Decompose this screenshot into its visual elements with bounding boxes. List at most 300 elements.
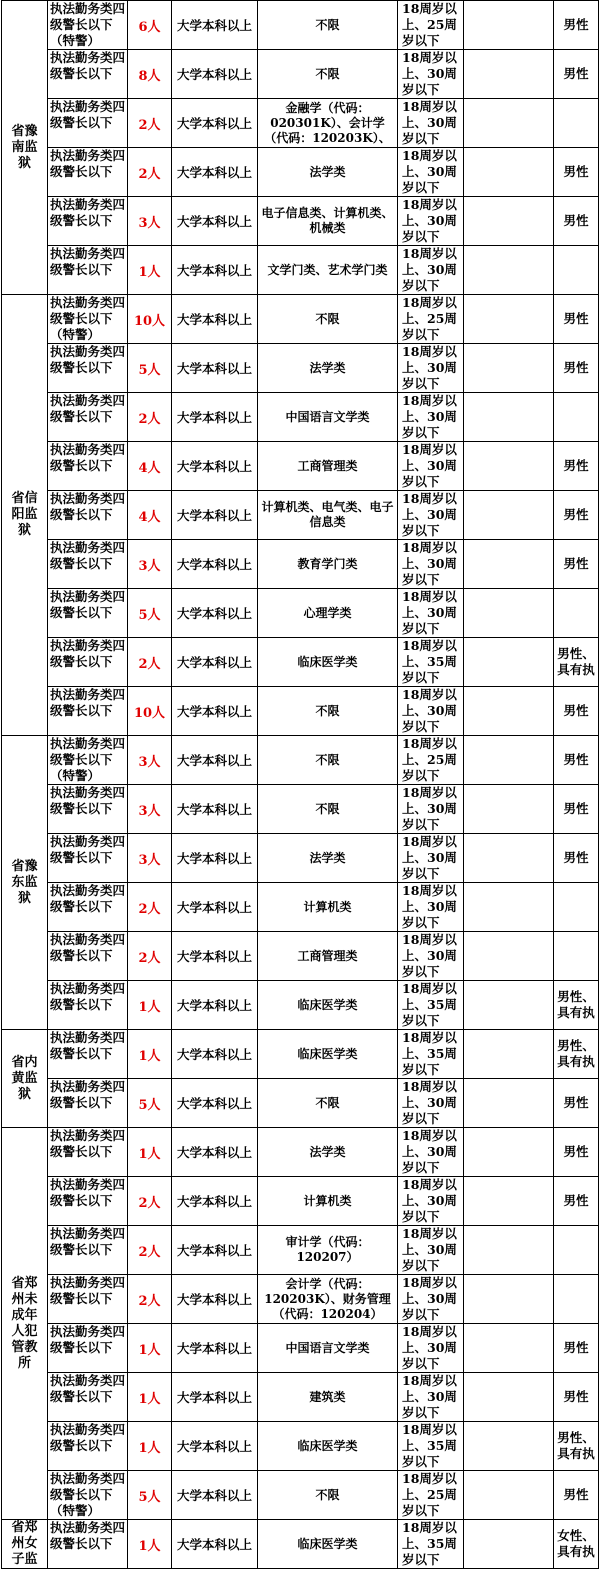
other-requirement-text: 男性、具有执 (557, 646, 595, 677)
other-requirement-cell (554, 1520, 599, 1569)
age-text: 18周岁以上、35周岁以下 (402, 1520, 457, 1567)
other-requirement-text: 男性 (563, 1193, 589, 1208)
count-text: 2人 (138, 1293, 161, 1309)
count-text: 3人 (138, 803, 161, 819)
position-text: 执法勤务类四级警长以下 (50, 883, 126, 914)
count-text: 1人 (138, 1538, 161, 1554)
count-cell (128, 540, 172, 589)
unit-name-cell (2, 1520, 48, 1569)
education-cell (172, 344, 258, 393)
age-text: 18周岁以上、30周岁以下 (402, 1177, 457, 1224)
major-text: 会计学（代码：120203K）、财务管理（代码：120204） (264, 1276, 391, 1321)
major-cell (258, 1422, 398, 1471)
blank-cell (464, 1226, 554, 1275)
age-text: 18周岁以上、35周岁以下 (402, 1030, 457, 1077)
position-text: 执法勤务类四级警长以下 (50, 687, 126, 718)
age-cell (398, 736, 464, 785)
other-requirement-cell (554, 638, 599, 687)
major-cell (258, 1520, 398, 1569)
other-requirement-cell (554, 442, 599, 491)
education-text: 大学本科以上 (176, 410, 252, 425)
age-cell (398, 295, 464, 344)
major-cell (258, 589, 398, 638)
blank-cell (464, 540, 554, 589)
major-cell (258, 1, 398, 50)
age-cell (398, 1128, 464, 1177)
major-cell (258, 50, 398, 99)
major-cell (258, 1324, 398, 1373)
position-text: 执法勤务类四级警长以下 (50, 344, 126, 375)
count-cell (128, 1471, 172, 1520)
major-cell (258, 148, 398, 197)
major-text: 不限 (315, 752, 340, 767)
education-cell (172, 1177, 258, 1226)
major-cell (258, 932, 398, 981)
major-text: 不限 (315, 17, 340, 32)
unit-name-cell (2, 736, 48, 1030)
table-row (2, 295, 599, 344)
age-text: 18周岁以上、30周岁以下 (402, 442, 457, 489)
education-text: 大学本科以上 (176, 1243, 252, 1258)
education-text: 大学本科以上 (176, 998, 252, 1013)
age-cell (398, 1030, 464, 1079)
position-text: 执法勤务类四级警长以下 (50, 932, 126, 963)
education-text: 大学本科以上 (176, 1341, 252, 1356)
education-cell (172, 1030, 258, 1079)
age-text: 18周岁以上、30周岁以下 (402, 1324, 457, 1371)
education-cell (172, 491, 258, 540)
position-text: 执法勤务类四级警长以下 (50, 491, 126, 522)
major-text: 中国语言文学类 (285, 1340, 370, 1355)
unit-name-cell (2, 1030, 48, 1128)
major-text: 工商管理类 (297, 948, 358, 963)
education-text: 大学本科以上 (176, 655, 252, 670)
unit-name: 省豫东监狱 (11, 858, 38, 906)
age-text: 18周岁以上、25周岁以下 (402, 1, 457, 48)
education-cell (172, 981, 258, 1030)
major-text: 计算机类 (303, 899, 352, 914)
education-text: 大学本科以上 (176, 214, 252, 229)
other-requirement-text: 男性 (563, 752, 589, 767)
position-cell (48, 50, 128, 99)
count-cell (128, 1324, 172, 1373)
education-text: 大学本科以上 (176, 606, 252, 621)
age-text: 18周岁以上、30周岁以下 (402, 883, 457, 930)
table-row (2, 638, 599, 687)
age-cell (398, 1422, 464, 1471)
unit-name: 省郑州女子监 (11, 1520, 38, 1567)
major-cell (258, 246, 398, 295)
blank-cell (464, 638, 554, 687)
position-text: 执法勤务类四级警长以下（特警） (50, 1471, 126, 1518)
age-cell (398, 932, 464, 981)
major-text: 心理学类 (303, 605, 352, 620)
major-cell (258, 393, 398, 442)
table-row (2, 393, 599, 442)
other-requirement-text: 男性 (563, 213, 589, 228)
table-row (2, 1422, 599, 1471)
count-text: 1人 (138, 1440, 161, 1456)
major-cell (258, 687, 398, 736)
table-row (2, 834, 599, 883)
education-cell (172, 785, 258, 834)
age-cell (398, 1520, 464, 1569)
count-cell (128, 1520, 172, 1569)
table-row (2, 1520, 599, 1569)
position-text: 执法勤务类四级警长以下 (50, 442, 126, 473)
major-cell (258, 981, 398, 1030)
other-requirement-cell (554, 1422, 599, 1471)
blank-cell (464, 1324, 554, 1373)
position-cell (48, 1226, 128, 1275)
age-cell (398, 491, 464, 540)
table-row (2, 540, 599, 589)
count-text: 3人 (138, 754, 161, 770)
blank-cell (464, 246, 554, 295)
table-row (2, 50, 599, 99)
table-row (2, 981, 599, 1030)
major-text: 临床医学类 (297, 654, 358, 669)
blank-cell (464, 344, 554, 393)
major-text: 计算机类、电气类、电子信息类 (261, 500, 394, 529)
other-requirement-cell (554, 785, 599, 834)
education-cell (172, 1079, 258, 1128)
age-text: 18周岁以上、30周岁以下 (402, 491, 457, 538)
table-row (2, 687, 599, 736)
position-text: 执法勤务类四级警长以下 (50, 1030, 126, 1061)
age-text: 18周岁以上、25周岁以下 (402, 736, 457, 783)
count-cell (128, 638, 172, 687)
age-cell (398, 1177, 464, 1226)
position-cell (48, 540, 128, 589)
position-cell (48, 197, 128, 246)
count-text: 1人 (138, 264, 161, 280)
major-cell (258, 442, 398, 491)
count-cell (128, 1373, 172, 1422)
education-text: 大学本科以上 (176, 263, 252, 278)
count-cell (128, 1030, 172, 1079)
count-cell (128, 1422, 172, 1471)
table-row (2, 1275, 599, 1324)
unit-name-cell (2, 295, 48, 736)
position-cell (48, 834, 128, 883)
education-cell (172, 687, 258, 736)
major-cell (258, 834, 398, 883)
table-row (2, 932, 599, 981)
other-requirement-cell (554, 393, 599, 442)
age-cell (398, 1324, 464, 1373)
education-cell (172, 148, 258, 197)
other-requirement-cell (554, 295, 599, 344)
education-text: 大学本科以上 (176, 361, 252, 376)
count-cell (128, 1275, 172, 1324)
position-text: 执法勤务类四级警长以下 (50, 50, 126, 81)
age-text: 18周岁以上、30周岁以下 (402, 99, 457, 146)
blank-cell (464, 393, 554, 442)
position-cell (48, 1030, 128, 1079)
table-row (2, 785, 599, 834)
major-text: 法学类 (309, 1144, 346, 1159)
education-text: 大学本科以上 (176, 1047, 252, 1062)
age-text: 18周岁以上、30周岁以下 (402, 197, 457, 244)
position-text: 执法勤务类四级警长以下 (50, 638, 126, 669)
unit-name: 省信阳监狱 (11, 491, 38, 538)
age-cell (398, 589, 464, 638)
education-text: 大学本科以上 (176, 753, 252, 768)
age-cell (398, 344, 464, 393)
other-requirement-cell (554, 1177, 599, 1226)
count-text: 5人 (138, 607, 161, 623)
major-cell (258, 540, 398, 589)
education-cell (172, 1128, 258, 1177)
position-text: 执法勤务类四级警长以下 (50, 1275, 126, 1306)
other-requirement-cell (554, 491, 599, 540)
position-text: 执法勤务类四级警长以下 (50, 1226, 126, 1257)
position-text: 执法勤务类四级警长以下 (50, 1079, 126, 1110)
other-requirement-cell (554, 246, 599, 295)
count-cell (128, 1, 172, 50)
count-text: 8人 (138, 68, 161, 84)
blank-cell (464, 1, 554, 50)
position-text: 执法勤务类四级警长以下 (50, 246, 126, 277)
other-requirement-cell (554, 834, 599, 883)
major-cell (258, 1471, 398, 1520)
position-cell (48, 687, 128, 736)
position-text: 执法勤务类四级警长以下（特警） (50, 736, 126, 783)
age-text: 18周岁以上、35周岁以下 (402, 981, 457, 1028)
count-cell (128, 981, 172, 1030)
position-text: 执法勤务类四级警长以下 (50, 148, 126, 179)
other-requirement-text: 男性 (563, 1144, 589, 1159)
position-text: 执法勤务类四级警长以下 (50, 1422, 126, 1453)
position-text: 执法勤务类四级警长以下 (50, 1373, 126, 1404)
major-cell (258, 295, 398, 344)
education-cell (172, 1275, 258, 1324)
blank-cell (464, 981, 554, 1030)
education-text: 大学本科以上 (176, 1096, 252, 1111)
major-cell (258, 491, 398, 540)
age-cell (398, 785, 464, 834)
count-cell (128, 785, 172, 834)
education-cell (172, 1324, 258, 1373)
count-cell (128, 932, 172, 981)
age-cell (398, 99, 464, 148)
position-cell (48, 1471, 128, 1520)
other-requirement-text: 男性 (563, 850, 589, 865)
position-cell (48, 491, 128, 540)
position-cell (48, 1422, 128, 1471)
table-row (2, 589, 599, 638)
count-cell (128, 834, 172, 883)
count-text: 3人 (138, 558, 161, 574)
education-text: 大学本科以上 (176, 704, 252, 719)
education-text: 大学本科以上 (176, 1194, 252, 1209)
age-text: 18周岁以上、30周岁以下 (402, 246, 457, 293)
count-cell (128, 1226, 172, 1275)
count-cell (128, 883, 172, 932)
major-text: 临床医学类 (297, 1536, 358, 1551)
unit-name-cell (2, 1, 48, 295)
table-row (2, 1128, 599, 1177)
age-cell (398, 1471, 464, 1520)
major-cell (258, 1079, 398, 1128)
age-text: 18周岁以上、30周岁以下 (402, 932, 457, 979)
major-text: 临床医学类 (297, 1046, 358, 1061)
other-requirement-text: 男性 (563, 164, 589, 179)
table-row (2, 197, 599, 246)
position-cell (48, 785, 128, 834)
age-cell (398, 638, 464, 687)
education-text: 大学本科以上 (176, 67, 252, 82)
other-requirement-text: 男性 (563, 507, 589, 522)
count-text: 3人 (138, 215, 161, 231)
major-text: 不限 (315, 66, 340, 81)
position-cell (48, 148, 128, 197)
position-cell (48, 442, 128, 491)
education-cell (172, 638, 258, 687)
other-requirement-text: 男性 (563, 360, 589, 375)
blank-cell (464, 834, 554, 883)
position-cell (48, 344, 128, 393)
count-text: 1人 (138, 1342, 161, 1358)
education-cell (172, 442, 258, 491)
other-requirement-cell (554, 50, 599, 99)
position-text: 执法勤务类四级警长以下 (50, 589, 126, 620)
blank-cell (464, 50, 554, 99)
other-requirement-cell (554, 1275, 599, 1324)
education-text: 大学本科以上 (176, 1488, 252, 1503)
unit-name: 省豫南监狱 (11, 123, 38, 171)
count-text: 2人 (138, 1195, 161, 1211)
other-requirement-cell (554, 1030, 599, 1079)
count-text: 2人 (138, 1244, 161, 1260)
education-text: 大学本科以上 (176, 1390, 252, 1405)
blank-cell (464, 1275, 554, 1324)
age-cell (398, 148, 464, 197)
count-text: 5人 (138, 1097, 161, 1113)
table-row (2, 1471, 599, 1520)
major-cell (258, 1030, 398, 1079)
count-cell (128, 50, 172, 99)
blank-cell (464, 932, 554, 981)
education-cell (172, 1422, 258, 1471)
education-cell (172, 589, 258, 638)
education-text: 大学本科以上 (176, 1292, 252, 1307)
age-text: 18周岁以上、30周岁以下 (402, 148, 457, 195)
blank-cell (464, 442, 554, 491)
major-text: 金融学（代码：020301K）、会计学（代码：120203K）、 (264, 100, 391, 145)
unit-name: 省内黄监狱 (11, 1054, 38, 1102)
table-row (2, 1373, 599, 1422)
table-row (2, 1177, 599, 1226)
major-cell (258, 197, 398, 246)
age-text: 18周岁以上、25周岁以下 (402, 295, 457, 342)
education-text: 大学本科以上 (176, 1537, 252, 1552)
education-text: 大学本科以上 (176, 851, 252, 866)
position-text: 执法勤务类四级警长以下 (50, 785, 126, 816)
age-text: 18周岁以上、30周岁以下 (402, 1128, 457, 1175)
age-text: 18周岁以上、35周岁以下 (402, 1422, 457, 1469)
education-cell (172, 736, 258, 785)
position-text: 执法勤务类四级警长以下 (50, 834, 126, 865)
education-text: 大学本科以上 (176, 1439, 252, 1454)
table-row (2, 1079, 599, 1128)
unit-name: 省郑州未成年人犯管教所 (11, 1275, 38, 1371)
education-cell (172, 50, 258, 99)
education-text: 大学本科以上 (176, 116, 252, 131)
major-cell (258, 785, 398, 834)
position-cell (48, 1373, 128, 1422)
blank-cell (464, 883, 554, 932)
other-requirement-cell (554, 344, 599, 393)
blank-cell (464, 1373, 554, 1422)
position-cell (48, 246, 128, 295)
blank-cell (464, 197, 554, 246)
education-cell (172, 197, 258, 246)
count-text: 10人 (133, 705, 166, 721)
blank-cell (464, 1422, 554, 1471)
other-requirement-text: 男性 (563, 1095, 589, 1110)
age-cell (398, 1226, 464, 1275)
major-text: 临床医学类 (297, 1438, 358, 1453)
other-requirement-text: 女性、具有执 (557, 1528, 595, 1559)
other-requirement-cell (554, 1079, 599, 1128)
count-cell (128, 344, 172, 393)
age-cell (398, 1275, 464, 1324)
position-text: 执法勤务类四级警长以下（特警） (50, 1, 126, 48)
count-cell (128, 687, 172, 736)
count-text: 5人 (138, 1489, 161, 1505)
other-requirement-text: 男性 (563, 1487, 589, 1502)
education-text: 大学本科以上 (176, 459, 252, 474)
count-text: 6人 (138, 19, 161, 35)
education-text: 大学本科以上 (176, 802, 252, 817)
count-text: 2人 (138, 166, 161, 182)
age-cell (398, 246, 464, 295)
blank-cell (464, 589, 554, 638)
education-cell (172, 246, 258, 295)
blank-cell (464, 1079, 554, 1128)
other-requirement-cell (554, 981, 599, 1030)
count-text: 10人 (133, 313, 166, 329)
count-text: 1人 (138, 1048, 161, 1064)
position-text: 执法勤务类四级警长以下 (50, 99, 126, 130)
table-row (2, 736, 599, 785)
table-row (2, 246, 599, 295)
position-text: 执法勤务类四级警长以下 (50, 540, 126, 571)
major-cell (258, 1275, 398, 1324)
other-requirement-text: 男性、具有执 (557, 1430, 595, 1461)
blank-cell (464, 491, 554, 540)
other-requirement-cell (554, 1128, 599, 1177)
other-requirement-cell (554, 1, 599, 50)
count-cell (128, 148, 172, 197)
table-row (2, 1030, 599, 1079)
age-cell (398, 981, 464, 1030)
count-text: 5人 (138, 362, 161, 378)
count-text: 2人 (138, 901, 161, 917)
age-cell (398, 1373, 464, 1422)
table-row (2, 442, 599, 491)
age-text: 18周岁以上、30周岁以下 (402, 1226, 457, 1273)
position-cell (48, 1079, 128, 1128)
position-cell (48, 736, 128, 785)
age-cell (398, 50, 464, 99)
position-cell (48, 638, 128, 687)
table-row (2, 491, 599, 540)
other-requirement-text: 男性、具有执 (557, 989, 595, 1020)
position-cell (48, 932, 128, 981)
